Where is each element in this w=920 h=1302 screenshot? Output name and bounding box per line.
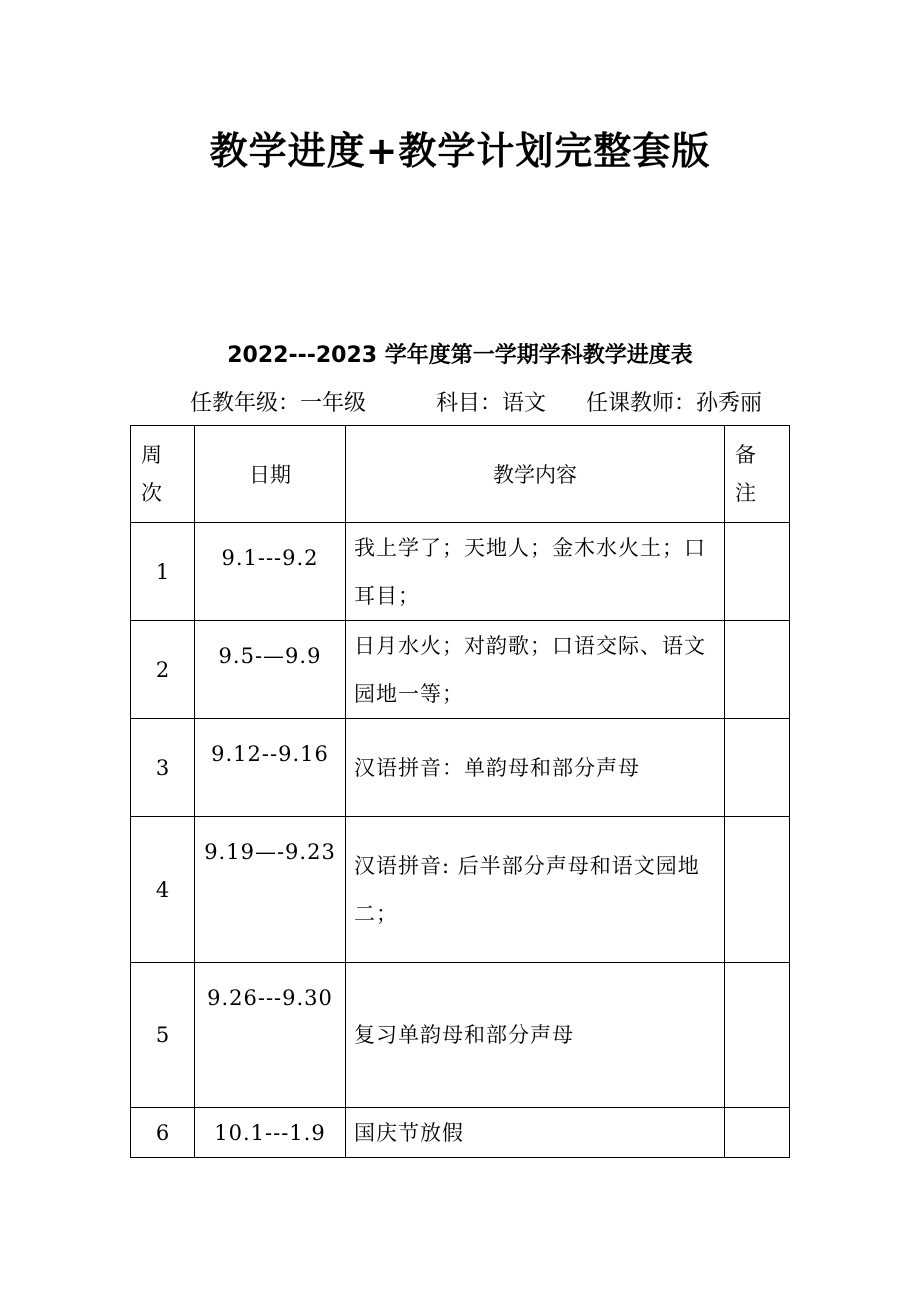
week-cell: 5	[131, 963, 195, 1108]
table-row	[131, 719, 790, 817]
week-cell: 2	[131, 621, 195, 719]
content-cell: 汉语拼音: 后半部分声母和语文园地二；	[346, 817, 725, 963]
remark-cell	[725, 523, 790, 621]
week-cell: 3	[131, 719, 195, 817]
header-week: 周 次	[131, 426, 195, 523]
date-cell: 9.19—-9.23	[195, 817, 346, 963]
date-cell: 10.1---1.9	[195, 1108, 346, 1158]
table-row	[131, 963, 790, 1108]
week-cell: 4	[131, 817, 195, 963]
date-cell: 9.5-—9.9	[195, 621, 346, 719]
week-cell: 6	[131, 1108, 195, 1158]
teacher-info: 任课教师：孙秀丽	[586, 391, 763, 416]
remark-cell	[725, 719, 790, 817]
content-cell: 国庆节放假	[346, 1108, 725, 1158]
table-row	[131, 523, 790, 621]
header-row	[131, 426, 790, 523]
remark-cell	[725, 621, 790, 719]
header-content: 教学内容	[346, 426, 725, 523]
content-cell: 汉语拼音：单韵母和部分声母	[346, 719, 725, 817]
schedule-table	[130, 425, 790, 1158]
date-cell: 9.26---9.30	[195, 963, 346, 1108]
content-cell: 我上学了；天地人；金木水火土；口耳目；	[346, 523, 725, 621]
schedule-subtitle: 2022---2023 学年度第一学期学科教学进度表	[227, 343, 693, 368]
header-date: 日期	[195, 426, 346, 523]
table-row	[131, 621, 790, 719]
remark-cell	[725, 817, 790, 963]
content-cell: 复习单韵母和部分声母	[346, 963, 725, 1108]
date-cell: 9.1---9.2	[195, 523, 346, 621]
content-cell: 日月水火；对韵歌；口语交际、语文园地一等；	[346, 621, 725, 719]
date-cell: 9.12--9.16	[195, 719, 346, 817]
remark-cell	[725, 1108, 790, 1158]
table-row	[131, 817, 790, 963]
week-cell: 1	[131, 523, 195, 621]
remark-cell	[725, 963, 790, 1108]
table-row	[131, 1108, 790, 1158]
info-line	[190, 386, 810, 420]
grade-info: 任教年级：一年级	[190, 391, 367, 416]
main-title: 教学进度+教学计划完整套版	[209, 129, 711, 173]
subject-info: 科目：语文	[436, 391, 547, 416]
header-remark: 备 注	[725, 426, 790, 523]
